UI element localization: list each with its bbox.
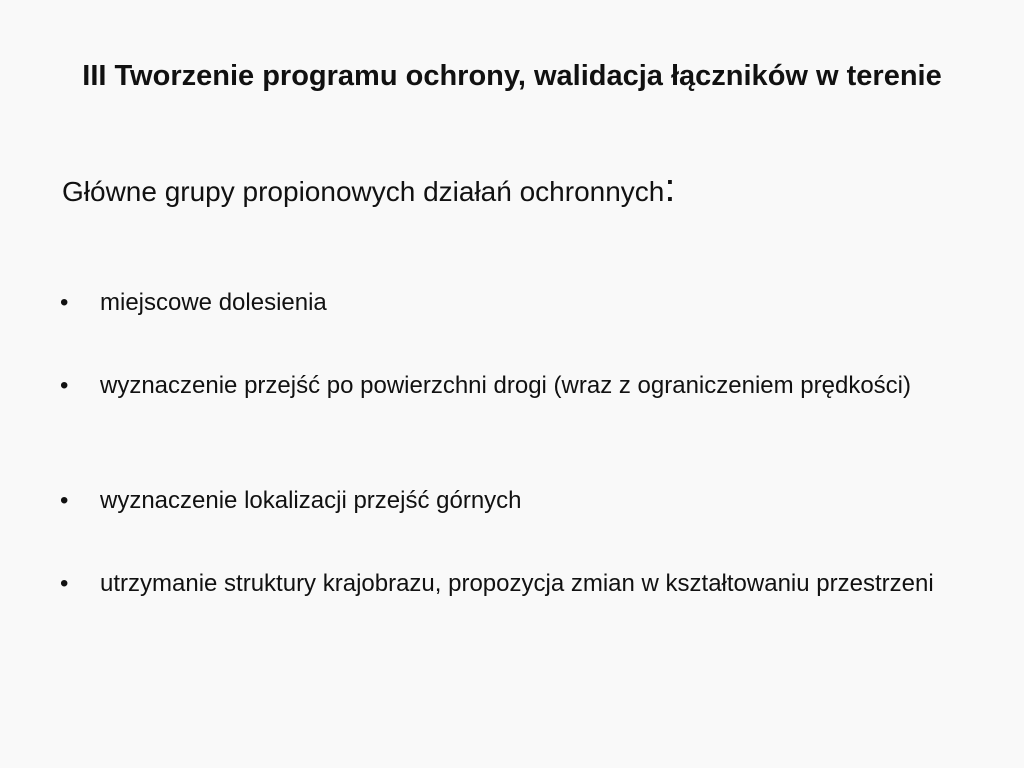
bullet-marker: • xyxy=(60,289,69,316)
slide-title: III Tworzenie programu ochrony, walidacja łączników w terenie xyxy=(82,60,942,92)
bullet-text: utrzymanie struktury krajobrazu, propozycja zmian w kształtowaniu przestrzeni xyxy=(100,570,934,597)
bullet-marker: • xyxy=(60,372,69,399)
subheading-colon: : xyxy=(664,166,676,210)
bullet-marker: • xyxy=(60,487,69,514)
bullet-text: wyznaczenie przejść po powierzchni drogi (wraz z ograniczeniem prędkości) xyxy=(100,372,912,399)
subheading-text: Główne grupy propionowych działań ochronnych xyxy=(62,176,665,207)
bullet-item xyxy=(60,484,960,518)
bullet-text: miejscowe dolesienia xyxy=(100,289,327,316)
bullet-text: wyznaczenie lokalizacji przejść górnych xyxy=(100,487,522,514)
subheading xyxy=(62,166,676,212)
bullet-item xyxy=(60,286,960,320)
bullet-item xyxy=(60,567,960,601)
bullet-marker: • xyxy=(60,570,69,597)
bullet-item xyxy=(60,369,960,403)
